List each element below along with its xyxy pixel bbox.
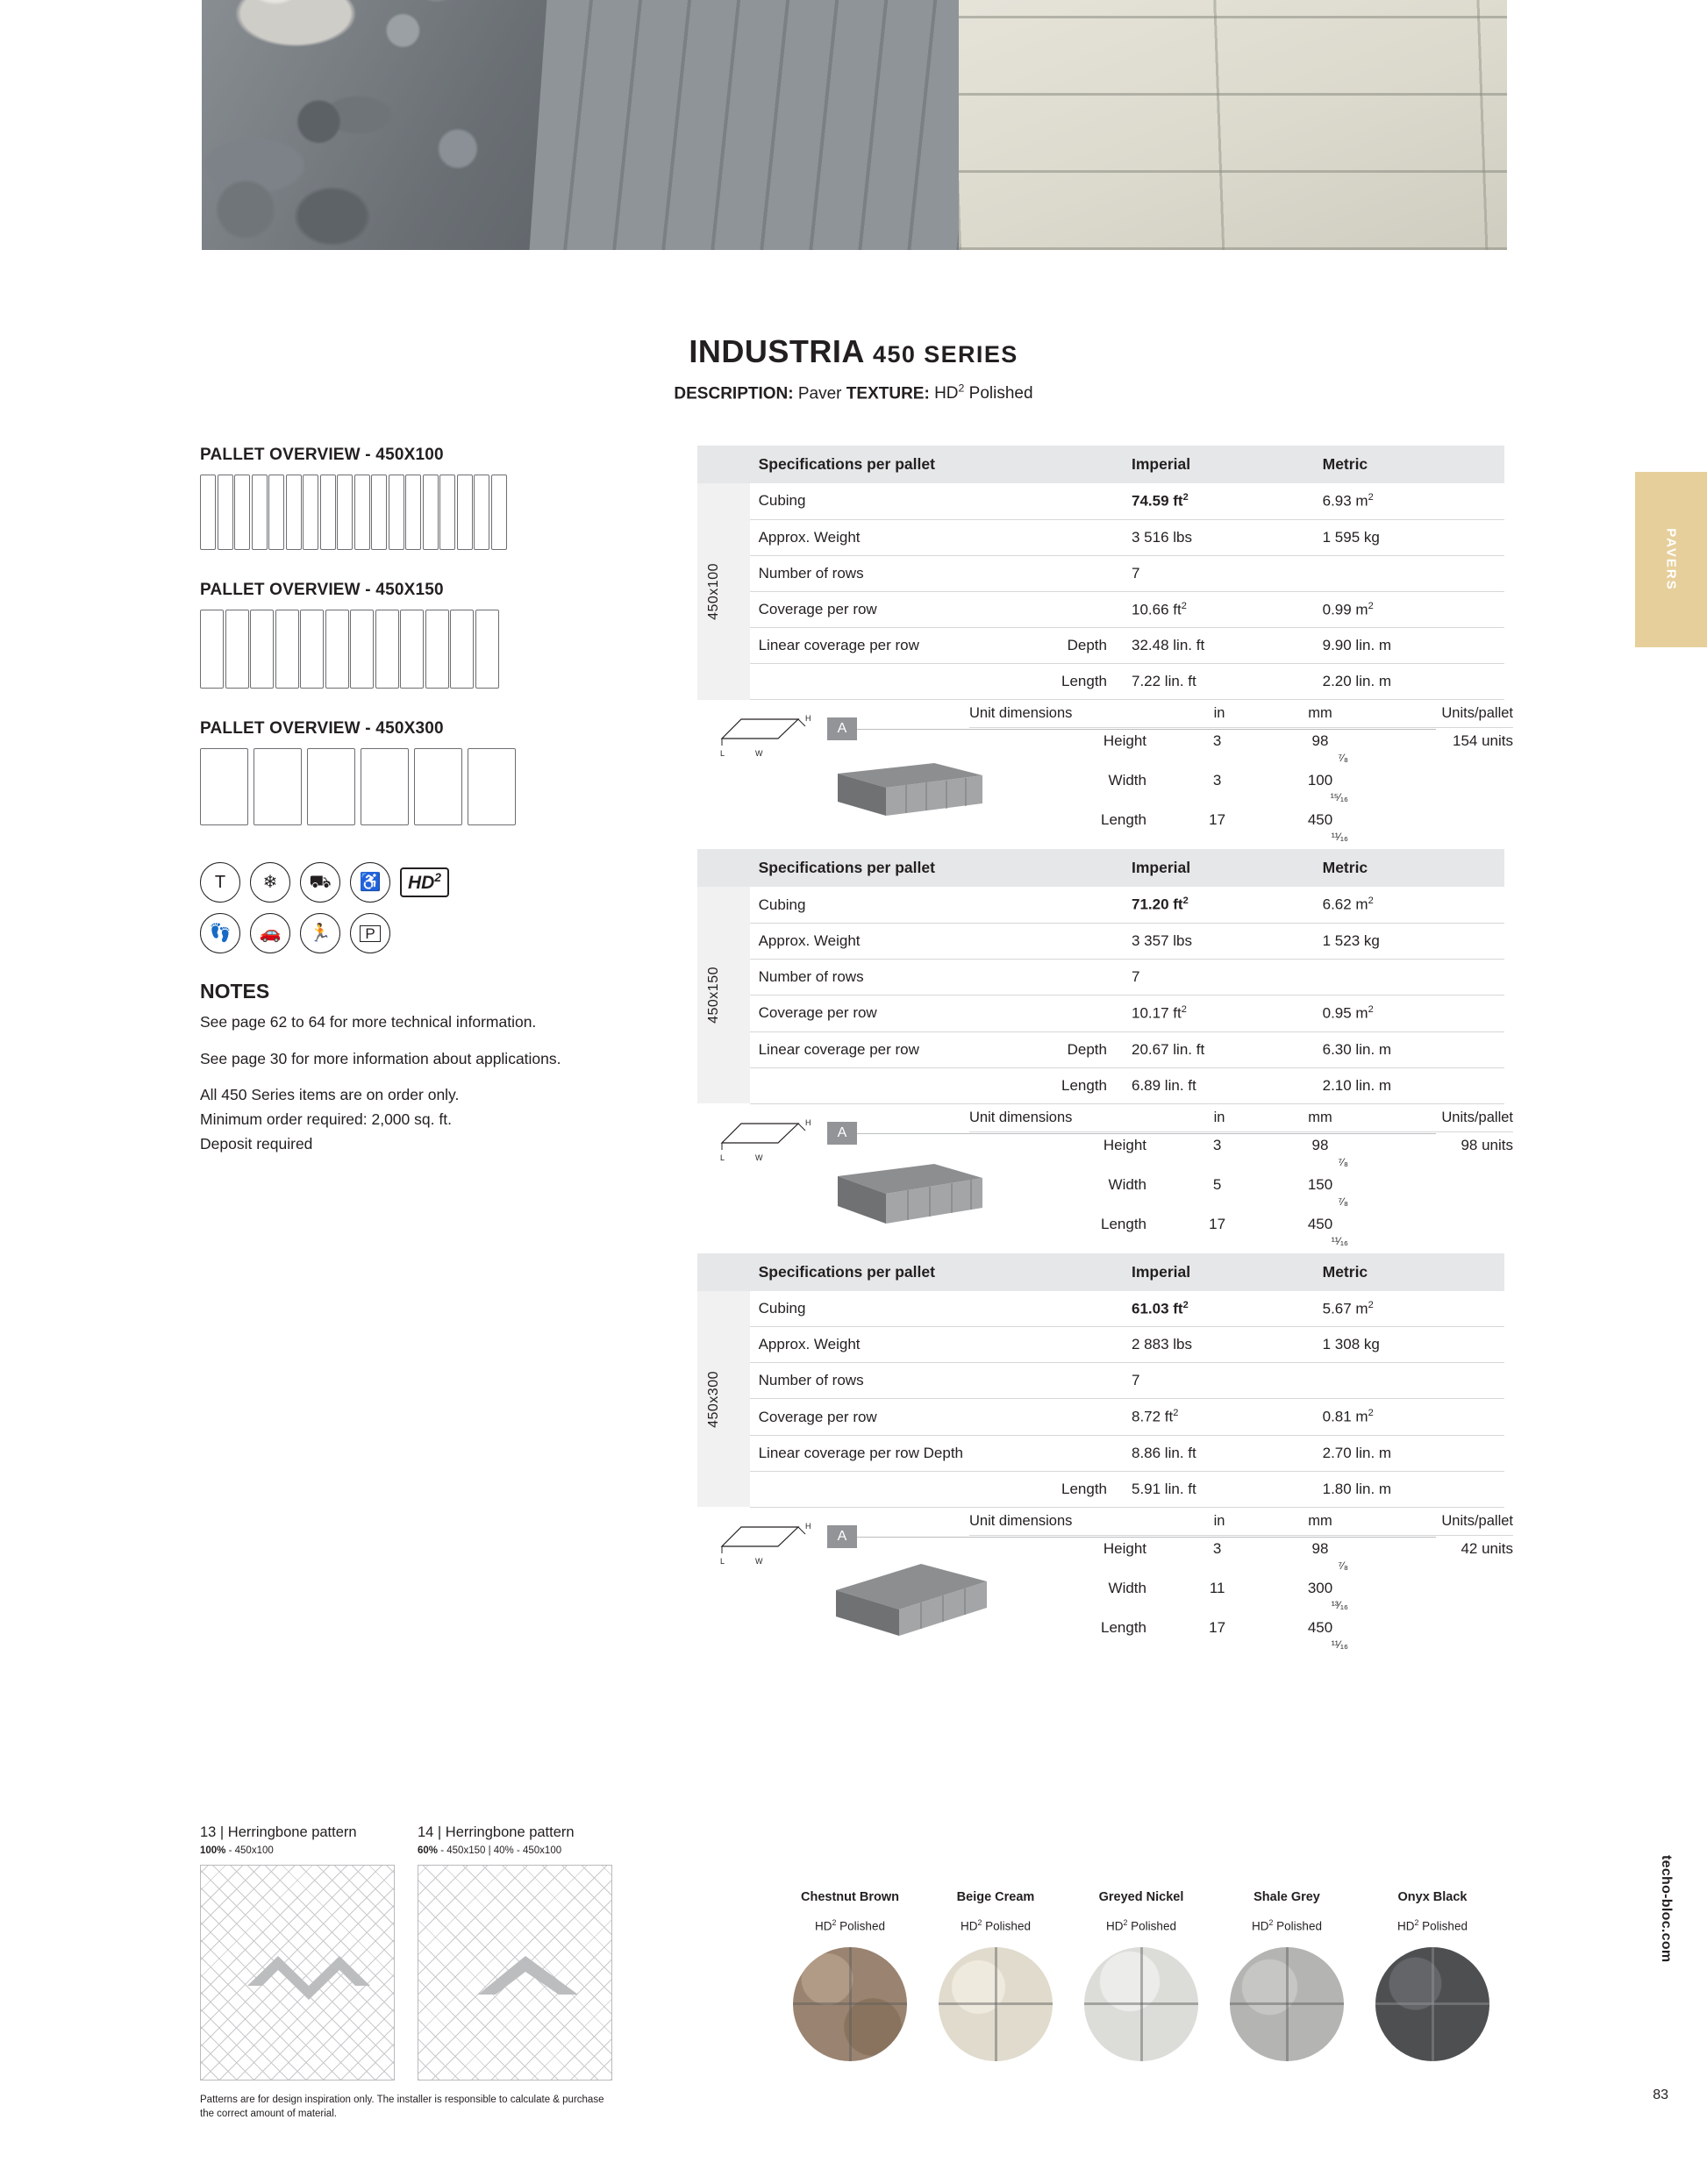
units-per-pallet: 42 units	[1461, 1539, 1513, 1557]
svg-text:L: L	[720, 1556, 725, 1566]
texture-value: $HD^2$ Polished	[934, 382, 1033, 403]
row-metric: 6.30 lin. m	[1314, 1031, 1504, 1067]
description-label: DESCRIPTION:	[674, 384, 794, 403]
dim-name: Height	[1103, 1136, 1146, 1153]
dim-name: Width	[1108, 1579, 1146, 1596]
row-imperial: 10.66 $ft^2$	[1123, 591, 1314, 628]
dim-mm: 98	[1311, 1136, 1329, 1153]
size-column-header	[697, 446, 750, 483]
table-row	[697, 959, 1504, 995]
color-swatch	[1375, 1947, 1489, 2061]
row-imperial: 7.22 lin. ft	[1123, 664, 1314, 700]
pallet-overview-title-450x150: PALLET OVERVIEW - 450X150	[200, 581, 444, 599]
pattern-arrow-14	[471, 1949, 585, 2010]
table-header-row	[697, 1253, 1504, 1291]
row-label: Coverage per row	[750, 591, 1036, 628]
row-label: Linear coverage per row Depth	[750, 1435, 1036, 1471]
unit-col-units: Units/pallet	[1441, 705, 1513, 722]
spec-block-450x150	[697, 849, 1513, 1247]
row-label	[750, 1067, 1036, 1103]
row-label: Cubing	[750, 483, 1036, 519]
pattern-diagram-14	[418, 1865, 612, 2081]
snow-plow-icon	[300, 862, 340, 903]
parking-icon	[350, 913, 390, 953]
page-number: 83	[1653, 2088, 1668, 2102]
table-row	[697, 1399, 1504, 1436]
unit-dimensions-header	[969, 1513, 1513, 1536]
pattern-mix-13-rest: - 450x100	[225, 1845, 274, 1856]
size-label-cell	[697, 887, 750, 1103]
row-label: Number of rows	[750, 1363, 1036, 1399]
color-name: Onyx Black	[1397, 1890, 1468, 1904]
imperial-header: Imperial	[1123, 849, 1314, 887]
row-imperial: 61.03 $ft^2$	[1123, 1291, 1314, 1327]
units-per-pallet: 154 units	[1453, 732, 1513, 750]
hero-gravel	[202, 0, 568, 250]
size-label: 450x300	[706, 1370, 721, 1428]
dim-name: Height	[1103, 732, 1146, 750]
pedestrian-icon	[200, 913, 240, 953]
note-minimum-order: Minimum order required: 2,000 sq. ft.	[200, 1110, 452, 1128]
row-sublabel	[1035, 1399, 1123, 1436]
dim-in: 3 ¹⁵⁄₁₆	[1212, 772, 1348, 804]
patterns-footnote: Patterns are for design inspiration only. The installer is responsible to calculate & purchase the correct amount of material.	[200, 2095, 604, 2120]
metric-header: Metric	[1314, 446, 1504, 483]
row-sublabel	[1035, 887, 1123, 923]
snow-plow-icon-glyph: ⛟	[309, 873, 332, 892]
row-imperial: 7	[1123, 1363, 1314, 1399]
row-sublabel: Length	[1035, 1067, 1123, 1103]
unit-col-units: Units/pallet	[1441, 1109, 1513, 1125]
row-metric: 0.95 $m^2$	[1314, 995, 1504, 1031]
dim-name: Length	[1101, 811, 1146, 829]
color-name: Chestnut Brown	[801, 1890, 899, 1904]
row-sublabel: Length	[1035, 1471, 1123, 1507]
row-sublabel	[1035, 923, 1123, 959]
spec-header: Specifications per pallet	[750, 849, 1123, 887]
dim-mm: 98	[1311, 732, 1329, 750]
pattern-title-13: 13 | Herringbone pattern	[200, 1824, 357, 1840]
row-metric: 2.70 lin. m	[1314, 1435, 1504, 1471]
metric-header: Metric	[1314, 849, 1504, 887]
unit-col-in: in	[1213, 1109, 1225, 1125]
specifications-column	[697, 446, 1513, 1657]
unit-dimensions-450x150	[697, 1109, 1513, 1247]
table-header-row	[697, 849, 1504, 887]
color-swatch	[939, 1947, 1053, 2061]
pallet-diagram-450x300	[200, 748, 612, 831]
row-imperial: 6.89 lin. ft	[1123, 1067, 1314, 1103]
row-metric: 2.10 lin. m	[1314, 1067, 1504, 1103]
note-order-only: All 450 Series items are on order only.	[200, 1086, 460, 1104]
hd2-badge-icon: $HD^2$	[400, 867, 449, 897]
row-label: Cubing	[750, 887, 1036, 923]
table-row	[697, 1471, 1504, 1507]
row-imperial: 7	[1123, 555, 1314, 591]
imperial-header: Imperial	[1123, 446, 1314, 483]
page-title	[0, 333, 1707, 370]
row-label	[750, 664, 1036, 700]
dim-in: 17 ¹¹⁄₁₆	[1209, 811, 1348, 844]
table-row	[697, 1363, 1504, 1399]
table-row	[697, 1291, 1504, 1327]
row-label: Linear coverage per row	[750, 1031, 1036, 1067]
color-swatches	[781, 1890, 1509, 2061]
dimension-diagram-icon	[715, 709, 820, 761]
dim-name: Width	[1108, 772, 1146, 789]
row-metric: 0.99 $m^2$	[1314, 591, 1504, 628]
patterns-section	[200, 1824, 612, 2121]
table-row	[697, 1031, 1504, 1067]
row-label: Cubing	[750, 1291, 1036, 1327]
metric-header: Metric	[1314, 1253, 1504, 1291]
svg-text:L: L	[720, 1153, 725, 1162]
pattern-title-14: 14 | Herringbone pattern	[418, 1824, 575, 1840]
size-label: 450x150	[706, 967, 721, 1024]
unit-col-units: Units/pallet	[1441, 1512, 1513, 1529]
unit-row-length	[969, 1211, 1513, 1251]
row-label: Number of rows	[750, 555, 1036, 591]
svg-text:W: W	[755, 749, 763, 759]
spec-header: Specifications per pallet	[750, 446, 1123, 483]
pallet-overview-title-450x100: PALLET OVERVIEW - 450X100	[200, 446, 444, 464]
pattern-head-13	[200, 1824, 395, 1856]
unit-heading: Unit dimensions	[969, 705, 1073, 722]
row-imperial: 10.17 $ft^2$	[1123, 995, 1314, 1031]
freeze-thaw-icon	[250, 862, 290, 903]
color-texture: $HD^2$ Polished	[1397, 1918, 1468, 1933]
color-chestnut-brown[interactable]	[781, 1890, 919, 2061]
dim-in: 3 ⁷⁄₈	[1212, 732, 1348, 765]
row-metric: 0.81 $m^2$	[1314, 1399, 1504, 1436]
pattern-mix-14-rest: - 450x150 | 40% - 450x100	[438, 1845, 562, 1856]
pallet-overview-title-450x300: PALLET OVERVIEW - 450X300	[200, 719, 444, 738]
row-imperial: 20.67 lin. ft	[1123, 1031, 1314, 1067]
row-sublabel: Depth	[1035, 1031, 1123, 1067]
row-label: Number of rows	[750, 959, 1036, 995]
row-sublabel: Length	[1035, 664, 1123, 700]
pattern-diagram-13	[200, 1865, 395, 2081]
table-row	[697, 628, 1504, 664]
size-label-cell	[697, 483, 750, 700]
row-metric: 6.62 $m^2$	[1314, 887, 1504, 923]
dim-in: 11 ¹³⁄₁₆	[1209, 1579, 1348, 1612]
dim-in: 17 ¹¹⁄₁₆	[1209, 1215, 1348, 1247]
row-metric: 2.20 lin. m	[1314, 664, 1504, 700]
table-row	[697, 923, 1504, 959]
unit-col-mm: mm	[1308, 1109, 1332, 1125]
unit-badge-a: A	[827, 1525, 857, 1548]
dim-mm: 450	[1307, 811, 1333, 829]
unit-heading: Unit dimensions	[969, 1512, 1073, 1529]
unit-col-in: in	[1213, 1512, 1225, 1529]
tumbled-icon-glyph: T	[214, 873, 226, 892]
color-shale-grey[interactable]	[1218, 1890, 1356, 2061]
color-beige-cream[interactable]	[926, 1890, 1065, 2061]
color-name: Shale Grey	[1253, 1890, 1320, 1904]
accessibility-icon-glyph: ♿	[359, 873, 382, 892]
row-sublabel	[1035, 1435, 1123, 1471]
color-swatch	[1084, 1947, 1198, 2061]
svg-text:H: H	[805, 1117, 811, 1127]
unit-row-width	[969, 767, 1513, 807]
paver-3d-450x100	[829, 747, 987, 826]
notes-title: NOTES	[200, 980, 270, 1003]
unit-dimensions-450x300	[697, 1512, 1513, 1652]
row-imperial: 3 357 lbs	[1123, 923, 1314, 959]
row-metric	[1314, 959, 1504, 995]
table-row	[697, 1327, 1504, 1363]
dim-mm: 100	[1307, 772, 1333, 789]
row-imperial: 3 516 lbs	[1123, 519, 1314, 555]
hero-image	[202, 0, 1507, 250]
pattern-arrow-13	[243, 1949, 375, 2002]
units-per-pallet: 98 units	[1461, 1136, 1513, 1153]
feature-icons	[200, 862, 612, 953]
row-label: Coverage per row	[750, 995, 1036, 1031]
svg-text:W: W	[755, 1153, 763, 1162]
table-row	[697, 995, 1504, 1031]
row-imperial: 8.72 $ft^2$	[1123, 1399, 1314, 1436]
texture-label: TEXTURE:	[846, 384, 930, 403]
spec-block-450x300	[697, 1253, 1513, 1652]
row-sublabel	[1035, 1327, 1123, 1363]
row-metric: 5.67 $m^2$	[1314, 1291, 1504, 1327]
row-imperial: 5.91 lin. ft	[1123, 1471, 1314, 1507]
svg-text:H: H	[805, 1521, 811, 1531]
row-metric: 9.90 lin. m	[1314, 628, 1504, 664]
commercial-traffic-icon	[300, 913, 340, 953]
dim-in: 17 ¹¹⁄₁₆	[1209, 1618, 1348, 1652]
row-sublabel	[1035, 555, 1123, 591]
size-column-header	[697, 849, 750, 887]
color-swatch	[793, 1947, 907, 2061]
spec-header: Specifications per pallet	[750, 1253, 1123, 1291]
product-description	[0, 382, 1707, 403]
unit-dimensions-header	[969, 705, 1513, 728]
row-sublabel	[1035, 959, 1123, 995]
dim-name: Length	[1101, 1618, 1146, 1636]
dim-in: 5 ⁷⁄₈	[1212, 1175, 1348, 1208]
row-sublabel	[1035, 995, 1123, 1031]
unit-row-width	[969, 1575, 1513, 1615]
row-sublabel	[1035, 483, 1123, 519]
dimension-diagram-icon	[715, 1113, 820, 1166]
note-applications: See page 30 for more information about applications.	[200, 1049, 561, 1067]
dim-mm: 450	[1307, 1618, 1333, 1636]
section-tab-pavers	[1635, 472, 1707, 647]
dim-in: 3 ⁷⁄₈	[1212, 1539, 1348, 1573]
unit-row-height	[969, 1536, 1513, 1575]
pallet-diagram-450x150	[200, 610, 612, 691]
commercial-traffic-icon-glyph: 🏃	[309, 924, 332, 943]
left-column	[200, 446, 612, 1170]
accessibility-icon	[350, 862, 390, 903]
size-column-header	[697, 1253, 750, 1291]
row-metric: 6.93 $m^2$	[1314, 483, 1504, 519]
row-imperial: 8.86 lin. ft	[1123, 1435, 1314, 1471]
dim-mm: 450	[1307, 1215, 1333, 1232]
spec-table-450x150	[697, 849, 1504, 1103]
row-imperial: 7	[1123, 959, 1314, 995]
row-label: Coverage per row	[750, 1399, 1036, 1436]
spec-block-450x100	[697, 446, 1513, 844]
vehicular-icon-glyph: 🚗	[259, 924, 282, 943]
pattern-mix-14-bold: 60%	[418, 1845, 439, 1856]
vehicular-icon	[250, 913, 290, 953]
color-greyed-nickel[interactable]	[1072, 1890, 1211, 2061]
row-metric	[1314, 1363, 1504, 1399]
unit-row-height	[969, 1132, 1513, 1172]
paver-3d-450x150	[829, 1152, 987, 1235]
row-label: Approx. Weight	[750, 519, 1036, 555]
unit-heading: Unit dimensions	[969, 1109, 1073, 1125]
dim-mm: 150	[1307, 1175, 1333, 1193]
row-sublabel	[1035, 591, 1123, 628]
tumbled-icon	[200, 862, 240, 903]
note-technical: See page 62 to 64 for more technical information.	[200, 1013, 537, 1031]
svg-text:L: L	[720, 749, 725, 759]
hero-light-paver-field	[959, 0, 1507, 250]
row-metric: 1 595 kg	[1314, 519, 1504, 555]
svg-text:H: H	[805, 714, 811, 724]
product-series: 450 SERIES	[873, 341, 1018, 368]
row-metric	[1314, 555, 1504, 591]
section-tab-label: PAVERS	[1663, 528, 1679, 591]
table-row	[697, 887, 1504, 923]
dim-name: Length	[1101, 1215, 1146, 1232]
product-title-block	[0, 333, 1707, 403]
row-imperial: 2 883 lbs	[1123, 1327, 1314, 1363]
pallet-diagram-450x100	[200, 475, 612, 553]
dim-mm: 98	[1311, 1539, 1329, 1557]
dim-name: Height	[1103, 1539, 1146, 1557]
table-row	[697, 591, 1504, 628]
color-texture: $HD^2$ Polished	[1252, 1918, 1322, 1933]
row-imperial: 32.48 lin. ft	[1123, 628, 1314, 664]
row-metric: 1 523 kg	[1314, 923, 1504, 959]
color-texture: $HD^2$ Polished	[961, 1918, 1031, 1933]
brand-url: techo-bloc.com	[1659, 1855, 1674, 1963]
spec-table-450x300	[697, 1253, 1504, 1508]
table-row	[697, 555, 1504, 591]
dim-name: Width	[1108, 1175, 1146, 1193]
unit-badge-a: A	[827, 1122, 857, 1145]
row-sublabel	[1035, 1291, 1123, 1327]
color-swatch	[1230, 1947, 1344, 2061]
unit-col-mm: mm	[1308, 705, 1332, 722]
row-label: Approx. Weight	[750, 923, 1036, 959]
unit-badge-a: A	[827, 717, 857, 740]
description-value: Paver	[797, 384, 842, 403]
note-deposit: Deposit required	[200, 1134, 313, 1153]
row-metric: 1.80 lin. m	[1314, 1471, 1504, 1507]
unit-dimensions-header	[969, 1110, 1513, 1132]
row-sublabel	[1035, 1363, 1123, 1399]
imperial-header: Imperial	[1123, 1253, 1314, 1291]
pattern-mix-13-bold: 100%	[200, 1845, 226, 1856]
dim-in: 3 ⁷⁄₈	[1212, 1136, 1348, 1168]
dim-mm: 300	[1307, 1579, 1333, 1596]
row-sublabel	[1035, 519, 1123, 555]
row-label: Approx. Weight	[750, 1327, 1036, 1363]
unit-col-in: in	[1213, 705, 1225, 722]
hero-dark-paver-field	[529, 0, 996, 250]
table-header-row	[697, 446, 1504, 483]
unit-dimensions-450x100	[697, 705, 1513, 844]
color-name: Greyed Nickel	[1098, 1890, 1184, 1904]
table-row	[697, 1435, 1504, 1471]
unit-row-height	[969, 728, 1513, 767]
notes-section	[200, 980, 612, 1154]
table-row	[697, 1067, 1504, 1103]
color-texture: $HD^2$ Polished	[1106, 1918, 1176, 1933]
unit-row-width	[969, 1172, 1513, 1211]
row-imperial: 74.59 $ft^2$	[1123, 483, 1314, 519]
svg-text:W: W	[755, 1556, 763, 1566]
color-name: Beige Cream	[956, 1890, 1035, 1904]
color-onyx-black[interactable]	[1363, 1890, 1502, 2061]
product-name: INDUSTRIA	[689, 333, 864, 369]
unit-row-length	[969, 807, 1513, 846]
pattern-mix-14	[418, 1845, 612, 1856]
row-sublabel: Depth	[1035, 628, 1123, 664]
spec-table-450x100	[697, 446, 1504, 700]
table-row	[697, 664, 1504, 700]
freeze-thaw-icon-glyph: ❄	[262, 873, 278, 892]
pattern-mix-13	[200, 1845, 395, 1856]
row-imperial: 71.20 $ft^2$	[1123, 887, 1314, 923]
color-texture: $HD^2$ Polished	[815, 1918, 885, 1933]
pedestrian-icon-glyph: 👣	[209, 924, 232, 943]
unit-row-length	[969, 1615, 1513, 1654]
paver-3d-450x300	[829, 1555, 991, 1643]
dimension-diagram-icon	[715, 1517, 820, 1569]
row-label: Linear coverage per row	[750, 628, 1036, 664]
row-label	[750, 1471, 1036, 1507]
size-label: 450x100	[706, 562, 721, 620]
table-row	[697, 483, 1504, 519]
size-label-cell	[697, 1291, 750, 1508]
unit-col-mm: mm	[1308, 1512, 1332, 1529]
parking-icon-glyph: P	[360, 925, 380, 942]
table-row	[697, 519, 1504, 555]
row-metric: 1 308 kg	[1314, 1327, 1504, 1363]
pattern-head-14	[418, 1824, 612, 1856]
